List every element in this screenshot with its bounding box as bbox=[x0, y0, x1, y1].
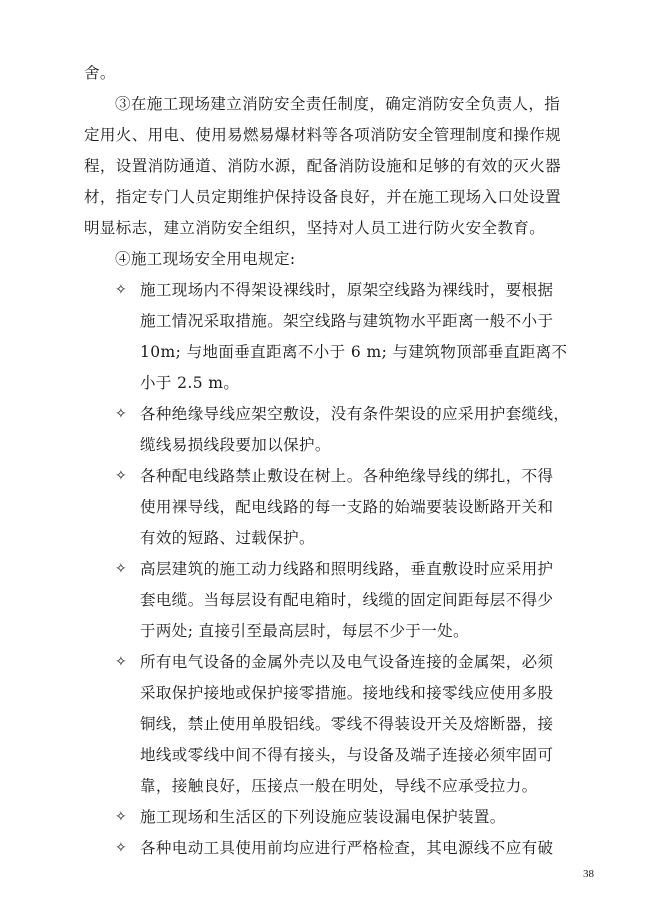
line-text: 程，设置消防通道、消防水源，配备消防设施和足够的有效的灭火器 bbox=[84, 157, 562, 175]
bullet-continuation-line bbox=[84, 678, 564, 709]
bullet-continuation-line bbox=[84, 523, 564, 554]
text-line bbox=[84, 182, 564, 213]
page-number: 38 bbox=[583, 868, 594, 880]
line-text: 高层建筑的施工动力线路和照明线路，垂直敷设时应采用护 bbox=[140, 560, 554, 578]
bullet-continuation-line bbox=[84, 430, 564, 461]
bullet-continuation-line bbox=[84, 616, 564, 647]
bullet-continuation-line bbox=[84, 709, 564, 740]
line-text: 施工情况采取措施。架空线路与建筑物水平距离一般不小于 bbox=[140, 312, 554, 330]
bullet-continuation-line bbox=[84, 771, 564, 802]
bullet-item-line bbox=[84, 802, 564, 833]
bullet-continuation-line bbox=[84, 337, 568, 368]
line-text: 采取保护接地或保护接零措施。接地线和接零线应使用多股 bbox=[140, 684, 554, 702]
bullet-item-line bbox=[84, 399, 570, 430]
text-line bbox=[84, 58, 564, 89]
bullet-continuation-line bbox=[84, 306, 564, 337]
line-text: ④施工现场安全用电规定: bbox=[115, 250, 296, 268]
bullet-continuation-line bbox=[84, 492, 564, 523]
bullet-diamond-icon: ✧ bbox=[115, 282, 128, 298]
text-line bbox=[84, 213, 564, 244]
line-text: 有效的短路、过载保护。 bbox=[140, 529, 315, 547]
line-text: 舍。 bbox=[84, 64, 116, 82]
line-text: 所有电气设备的金属外壳以及电气设备连接的金属架，必须 bbox=[140, 653, 554, 671]
line-text: 地线或零线中间不得有接头，与设备及端子连接必须牢固可 bbox=[140, 746, 554, 764]
bullet-item-line bbox=[84, 554, 564, 585]
bullet-diamond-icon: ✧ bbox=[115, 468, 128, 484]
bullet-item-line bbox=[84, 647, 564, 678]
bullet-continuation-line bbox=[84, 585, 564, 616]
document-body bbox=[84, 58, 570, 864]
bullet-diamond-icon: ✧ bbox=[115, 561, 128, 577]
line-text: 材，指定专门人员定期维护保持设备良好，并在施工现场入口处设置 bbox=[84, 188, 562, 206]
bullet-item-line bbox=[84, 461, 564, 492]
text-line bbox=[84, 120, 564, 151]
bullet-continuation-line bbox=[84, 368, 564, 399]
line-text: 各种电动工具使用前均应进行严格检查，其电源线不应有破 bbox=[140, 839, 554, 857]
line-text: 10m; 与地面垂直距离不小于 6 m; 与建筑物顶部垂直距离不 bbox=[140, 343, 568, 361]
line-text: 铜线，禁止使用单股铝线。零线不得装设开关及熔断器，接 bbox=[140, 715, 554, 733]
paragraph-start-line bbox=[84, 89, 564, 120]
paragraph-start-line bbox=[84, 244, 564, 275]
line-text: 套电缆。当每层设有配电箱时，线缆的固定间距每层不得少 bbox=[140, 591, 554, 609]
line-text: 靠，接触良好，压接点一般在明处，导线不应承受拉力。 bbox=[140, 777, 538, 795]
line-text: 明显标志，建立消防安全组织，坚持对人员工进行防火安全教育。 bbox=[84, 219, 546, 237]
line-text: 缆线易损线段要加以保护。 bbox=[140, 436, 331, 454]
bullet-item-line bbox=[84, 275, 564, 306]
line-text: 于两处; 直接引至最高层时，每层不少于一处。 bbox=[140, 622, 469, 640]
bullet-diamond-icon: ✧ bbox=[115, 406, 128, 422]
line-text: 小于 2.5 m。 bbox=[140, 374, 240, 392]
bullet-continuation-line bbox=[84, 740, 564, 771]
text-line bbox=[84, 151, 564, 182]
bullet-item-line bbox=[84, 833, 564, 864]
bullet-diamond-icon: ✧ bbox=[115, 654, 128, 670]
line-text: 各种配电线路禁止敷设在树上。各种绝缘导线的绑扎，不得 bbox=[140, 467, 554, 485]
line-text: ③在施工现场建立消防安全责任制度，确定消防安全负责人，指 bbox=[115, 95, 561, 113]
line-text: 使用裸导线，配电线路的每一支路的始端要装设断路开关和 bbox=[140, 498, 554, 516]
line-text: 各种绝缘导线应架空敷设，没有条件架设的应采用护套缆线， bbox=[140, 405, 570, 423]
line-text: 施工现场和生活区的下列设施应装设漏电保护装置。 bbox=[140, 808, 506, 826]
line-text: 定用火、用电、使用易燃易爆材料等各项消防安全管理制度和操作规 bbox=[84, 126, 562, 144]
bullet-diamond-icon: ✧ bbox=[115, 809, 128, 825]
bullet-diamond-icon: ✧ bbox=[115, 840, 128, 856]
line-text: 施工现场内不得架设裸线时，原架空线路为裸线时，要根据 bbox=[140, 281, 554, 299]
